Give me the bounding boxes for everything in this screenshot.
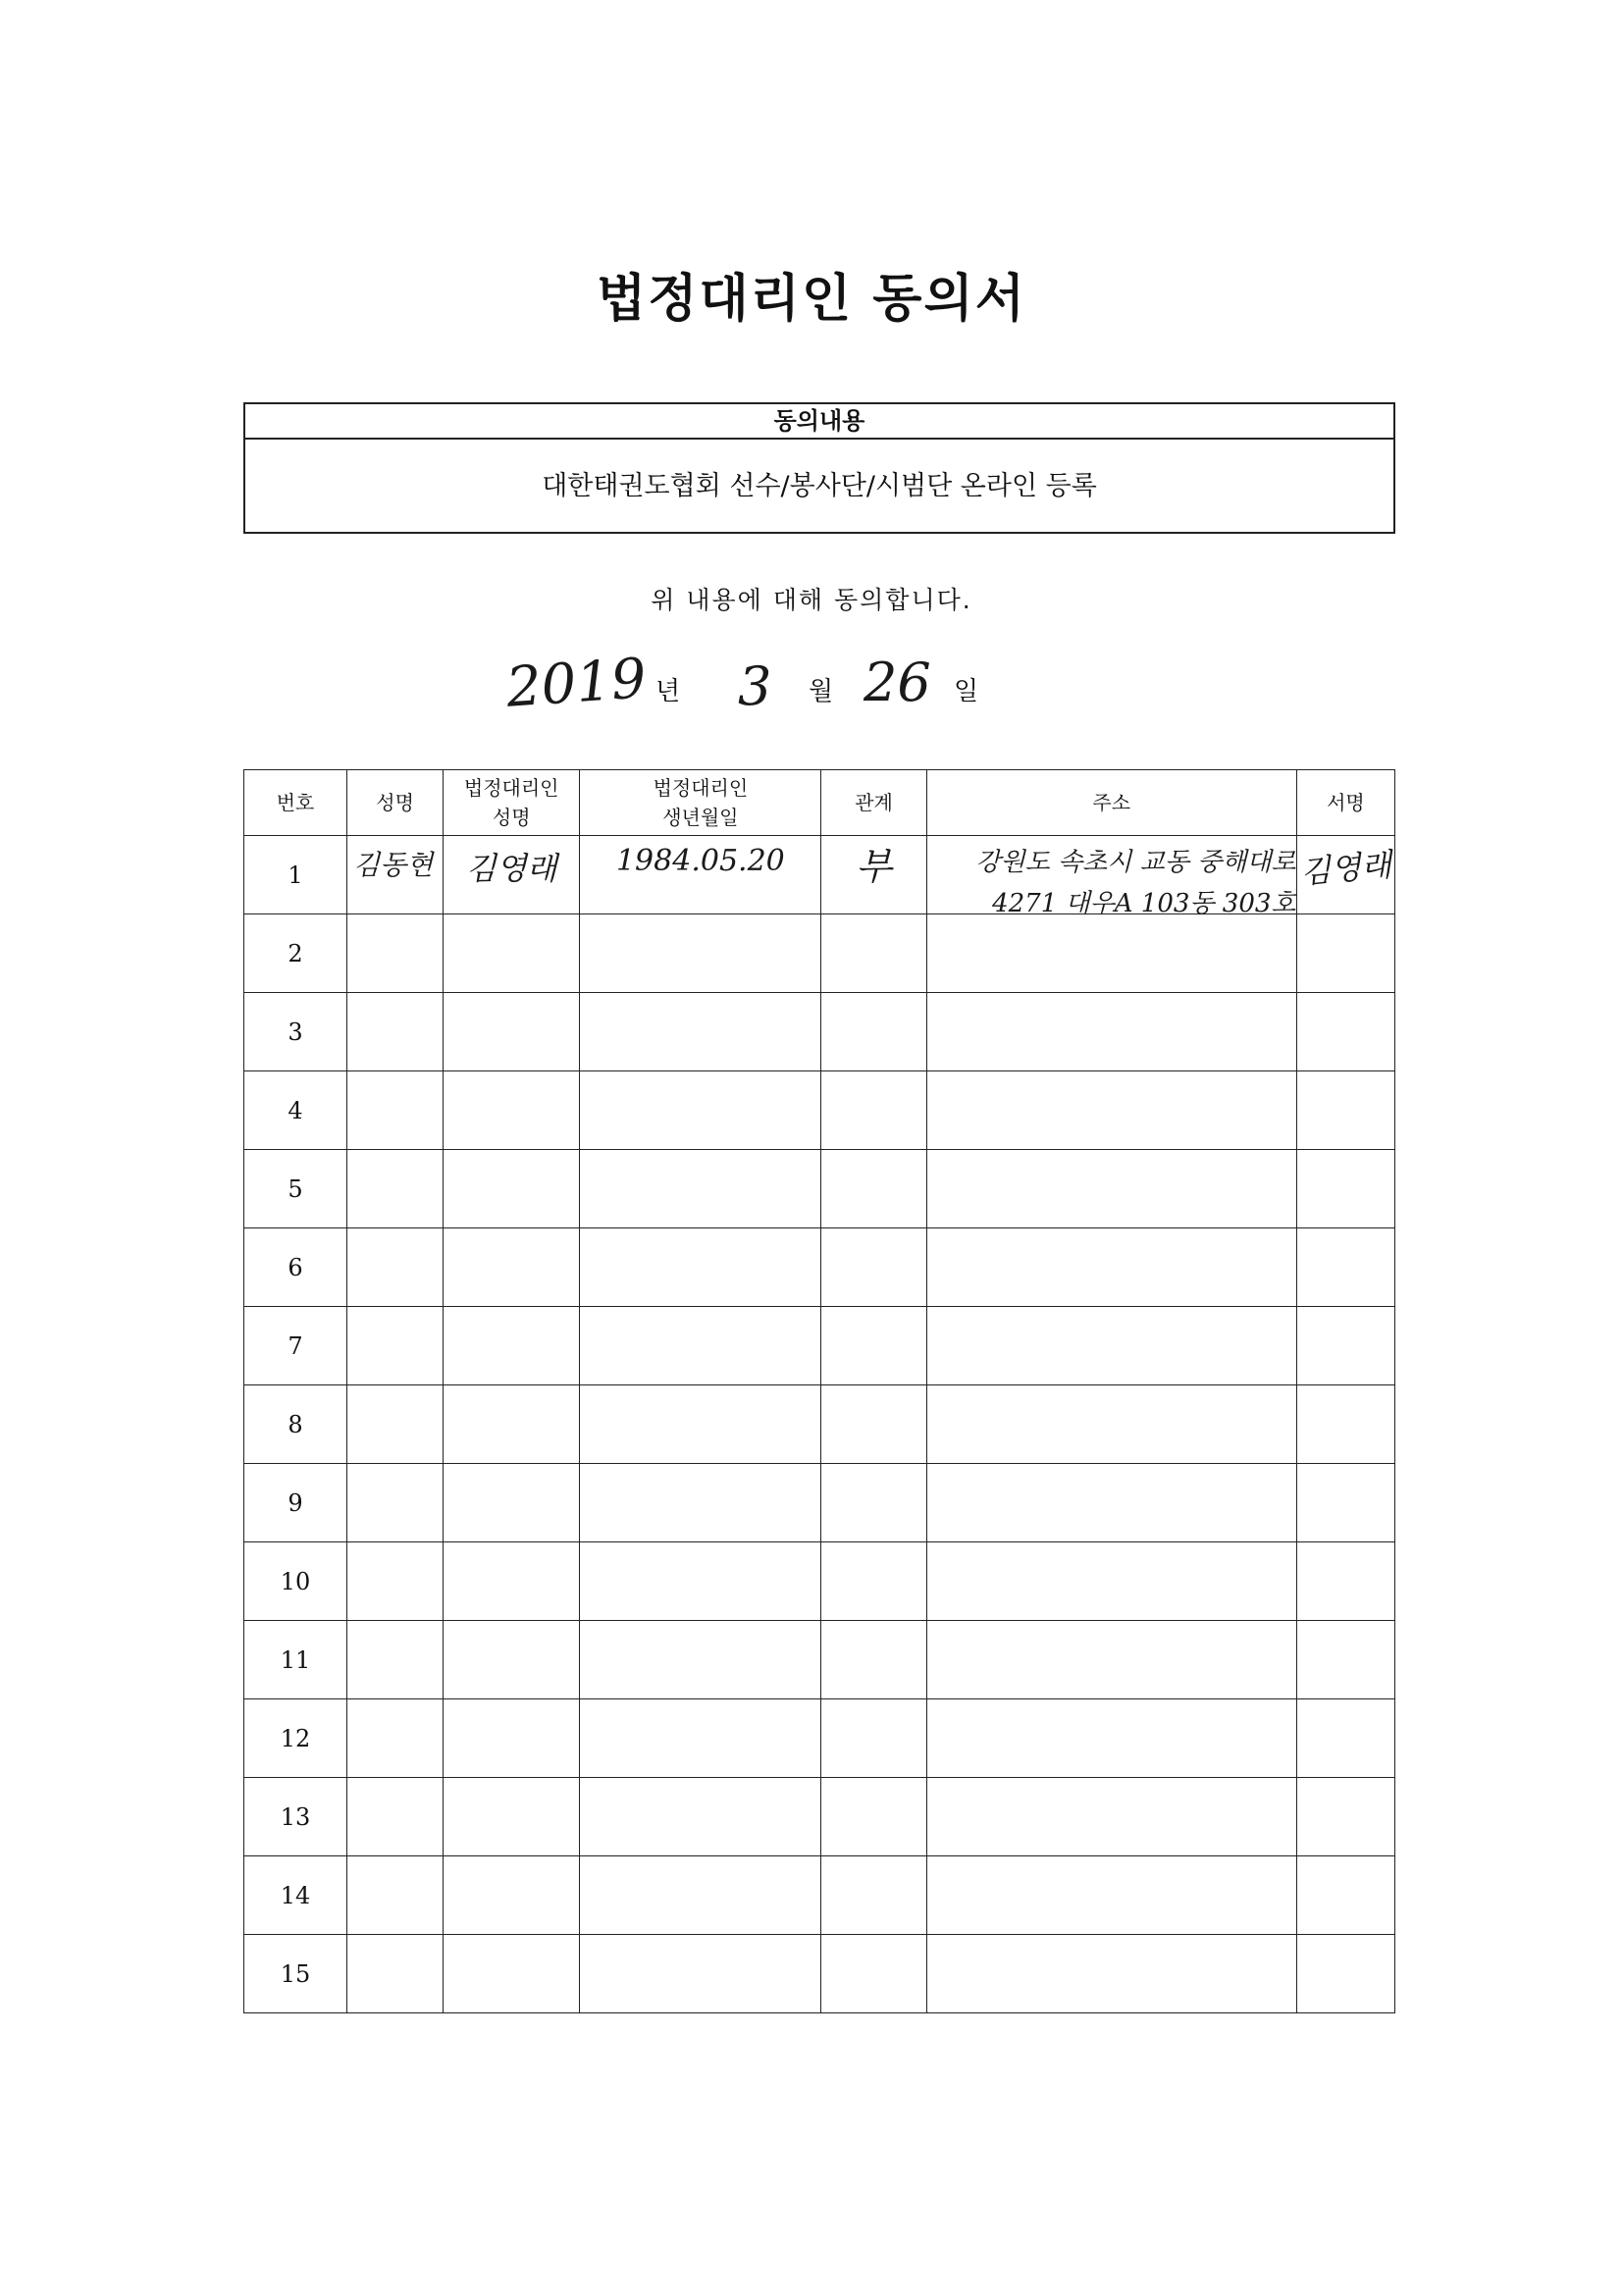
- cell-guardian-name: [444, 1621, 580, 1699]
- cell-name: [347, 993, 444, 1071]
- guardian-birth-handwritten: 1984.05.20: [615, 844, 785, 878]
- row-number: 4: [244, 1071, 347, 1150]
- cell-guardian-birth: [580, 1542, 821, 1621]
- cell-address: [926, 1778, 1296, 1856]
- row-number: 10: [244, 1542, 347, 1621]
- cell-name: [347, 914, 444, 993]
- cell-guardian-birth: [580, 1150, 821, 1228]
- cell-name: [347, 1071, 444, 1150]
- cell-signature: [1296, 1071, 1394, 1150]
- cell-signature: [1296, 1621, 1394, 1699]
- row-number: 7: [244, 1307, 347, 1385]
- cell-signature: [1296, 1307, 1394, 1385]
- cell-guardian-birth: [580, 914, 821, 993]
- table-row: [244, 1071, 1395, 1150]
- header-signature: 서명: [1296, 770, 1394, 836]
- cell-relation: [821, 1778, 926, 1856]
- table-row: [244, 1228, 1395, 1307]
- date-day-handwritten: 26: [864, 652, 931, 713]
- cell-address: [926, 1385, 1296, 1464]
- cell-relation: [821, 1856, 926, 1935]
- cell-relation: [821, 1071, 926, 1150]
- header-guardian-birth: 법정대리인 생년월일: [580, 770, 821, 836]
- date-month-handwritten: 3: [738, 655, 772, 717]
- table-row: [244, 1385, 1395, 1464]
- header-relation: 관계: [821, 770, 926, 836]
- cell-address: [926, 1542, 1296, 1621]
- cell-guardian-name: [444, 836, 580, 914]
- table-row: [244, 836, 1395, 914]
- cell-name: [347, 1778, 444, 1856]
- cell-guardian-birth: [580, 1464, 821, 1542]
- address-handwritten: 강원도 속초시 교동 중해대로 4271 대우A 103동 303호: [975, 848, 1296, 918]
- cell-guardian-name: [444, 1071, 580, 1150]
- cell-signature: [1296, 993, 1394, 1071]
- table-row: [244, 1542, 1395, 1621]
- cell-name: [347, 1307, 444, 1385]
- row-number: 15: [244, 1935, 347, 2013]
- guardian-table: [243, 769, 1395, 2013]
- cell-signature: [1296, 836, 1394, 914]
- cell-name: [347, 1621, 444, 1699]
- cell-name: [347, 1150, 444, 1228]
- date-line: [491, 648, 1040, 726]
- cell-address: [926, 914, 1296, 993]
- cell-signature: [1296, 1542, 1394, 1621]
- table-row: [244, 1856, 1395, 1935]
- cell-guardian-name: [444, 1542, 580, 1621]
- cell-relation: [821, 1542, 926, 1621]
- cell-relation: [821, 836, 926, 914]
- cell-guardian-birth: [580, 1621, 821, 1699]
- cell-guardian-birth: [580, 1935, 821, 2013]
- consent-box: [243, 402, 1395, 534]
- guardian-name-handwritten: 김영래: [465, 850, 557, 887]
- header-name: 성명: [347, 770, 444, 836]
- date-year-handwritten: 2019: [503, 647, 649, 720]
- cell-relation: [821, 1385, 926, 1464]
- cell-guardian-name: [444, 1385, 580, 1464]
- row-number: 13: [244, 1778, 347, 1856]
- row-number: 8: [244, 1385, 347, 1464]
- row-number: 2: [244, 914, 347, 993]
- cell-relation: [821, 1464, 926, 1542]
- row-number: 6: [244, 1228, 347, 1307]
- cell-signature: [1296, 1856, 1394, 1935]
- cell-relation: [821, 1935, 926, 2013]
- cell-name: [347, 1935, 444, 2013]
- cell-guardian-birth: [580, 1856, 821, 1935]
- table-row: [244, 1150, 1395, 1228]
- cell-name: [347, 1228, 444, 1307]
- cell-address: [926, 1228, 1296, 1307]
- cell-guardian-birth: [580, 1071, 821, 1150]
- cell-name: [347, 1699, 444, 1778]
- cell-name: [347, 1464, 444, 1542]
- cell-relation: [821, 1150, 926, 1228]
- cell-address: [926, 1699, 1296, 1778]
- cell-address: [926, 993, 1296, 1071]
- cell-guardian-name: [444, 1935, 580, 2013]
- cell-guardian-name: [444, 1228, 580, 1307]
- relation-handwritten: 부: [856, 845, 892, 888]
- table-row: [244, 914, 1395, 993]
- cell-address: [926, 836, 1296, 918]
- cell-relation: [821, 914, 926, 993]
- cell-guardian-name: [444, 993, 580, 1071]
- cell-name: [347, 1856, 444, 1935]
- cell-relation: [821, 1621, 926, 1699]
- cell-guardian-birth: [580, 1385, 821, 1464]
- cell-guardian-name: [444, 1699, 580, 1778]
- row-number: 5: [244, 1150, 347, 1228]
- cell-name: [347, 1385, 444, 1464]
- cell-address: [926, 1464, 1296, 1542]
- cell-address: [926, 1150, 1296, 1228]
- row-number: 1: [244, 836, 347, 914]
- cell-guardian-name: [444, 1307, 580, 1385]
- table-row: [244, 1699, 1395, 1778]
- cell-signature: [1296, 914, 1394, 993]
- row-number: 14: [244, 1856, 347, 1935]
- cell-guardian-name: [444, 1150, 580, 1228]
- table-row: [244, 1307, 1395, 1385]
- table-row: [244, 1464, 1395, 1542]
- cell-guardian-name: [444, 914, 580, 993]
- signature-handwritten: 김영래: [1298, 846, 1393, 891]
- cell-guardian-name: [444, 1464, 580, 1542]
- cell-name: [347, 1542, 444, 1621]
- cell-signature: [1296, 1150, 1394, 1228]
- cell-guardian-birth: [580, 1228, 821, 1307]
- cell-name: [347, 836, 444, 914]
- header-address: 주소: [926, 770, 1296, 836]
- cell-relation: [821, 1699, 926, 1778]
- cell-signature: [1296, 1778, 1394, 1856]
- cell-signature: [1296, 1385, 1394, 1464]
- table-row: [244, 1778, 1395, 1856]
- cell-guardian-birth: [580, 993, 821, 1071]
- cell-guardian-birth: [580, 1778, 821, 1856]
- consent-header: 동의내용: [245, 404, 1393, 440]
- header-guardian-name: 법정대리인 성명: [444, 770, 580, 836]
- cell-guardian-birth: [580, 836, 821, 914]
- table-row: [244, 1935, 1395, 2013]
- cell-address: [926, 1621, 1296, 1699]
- date-month-unit: 월: [809, 677, 834, 706]
- cell-signature: [1296, 1228, 1394, 1307]
- cell-address: [926, 1307, 1296, 1385]
- cell-signature: [1296, 1699, 1394, 1778]
- cell-guardian-birth: [580, 1699, 821, 1778]
- cell-relation: [821, 993, 926, 1071]
- cell-signature: [1296, 1935, 1394, 2013]
- date-year-unit: 년: [655, 677, 681, 706]
- row-number: 3: [244, 993, 347, 1071]
- cell-signature: [1296, 1464, 1394, 1542]
- cell-guardian-birth: [580, 1307, 821, 1385]
- consent-content: 대한태권도협회 선수/봉사단/시범단 온라인 등록: [542, 471, 1097, 501]
- page-title: 법정대리인 동의서: [597, 269, 1026, 329]
- cell-address: [926, 1935, 1296, 2013]
- cell-relation: [821, 1228, 926, 1307]
- header-no: 번호: [244, 770, 347, 836]
- row-number: 11: [244, 1621, 347, 1699]
- row-number: 12: [244, 1699, 347, 1778]
- date-day-unit: 일: [954, 677, 979, 706]
- cell-address: [926, 1071, 1296, 1150]
- cell-guardian-name: [444, 1856, 580, 1935]
- table-row: [244, 1621, 1395, 1699]
- row-number: 9: [244, 1464, 347, 1542]
- name-handwritten: 김동현: [353, 849, 434, 881]
- table-row: [244, 993, 1395, 1071]
- cell-guardian-name: [444, 1778, 580, 1856]
- table-header-row: [244, 770, 1395, 836]
- agreement-statement: 위 내용에 대해 동의합니다.: [651, 586, 972, 614]
- cell-relation: [821, 1307, 926, 1385]
- cell-address: [926, 1856, 1296, 1935]
